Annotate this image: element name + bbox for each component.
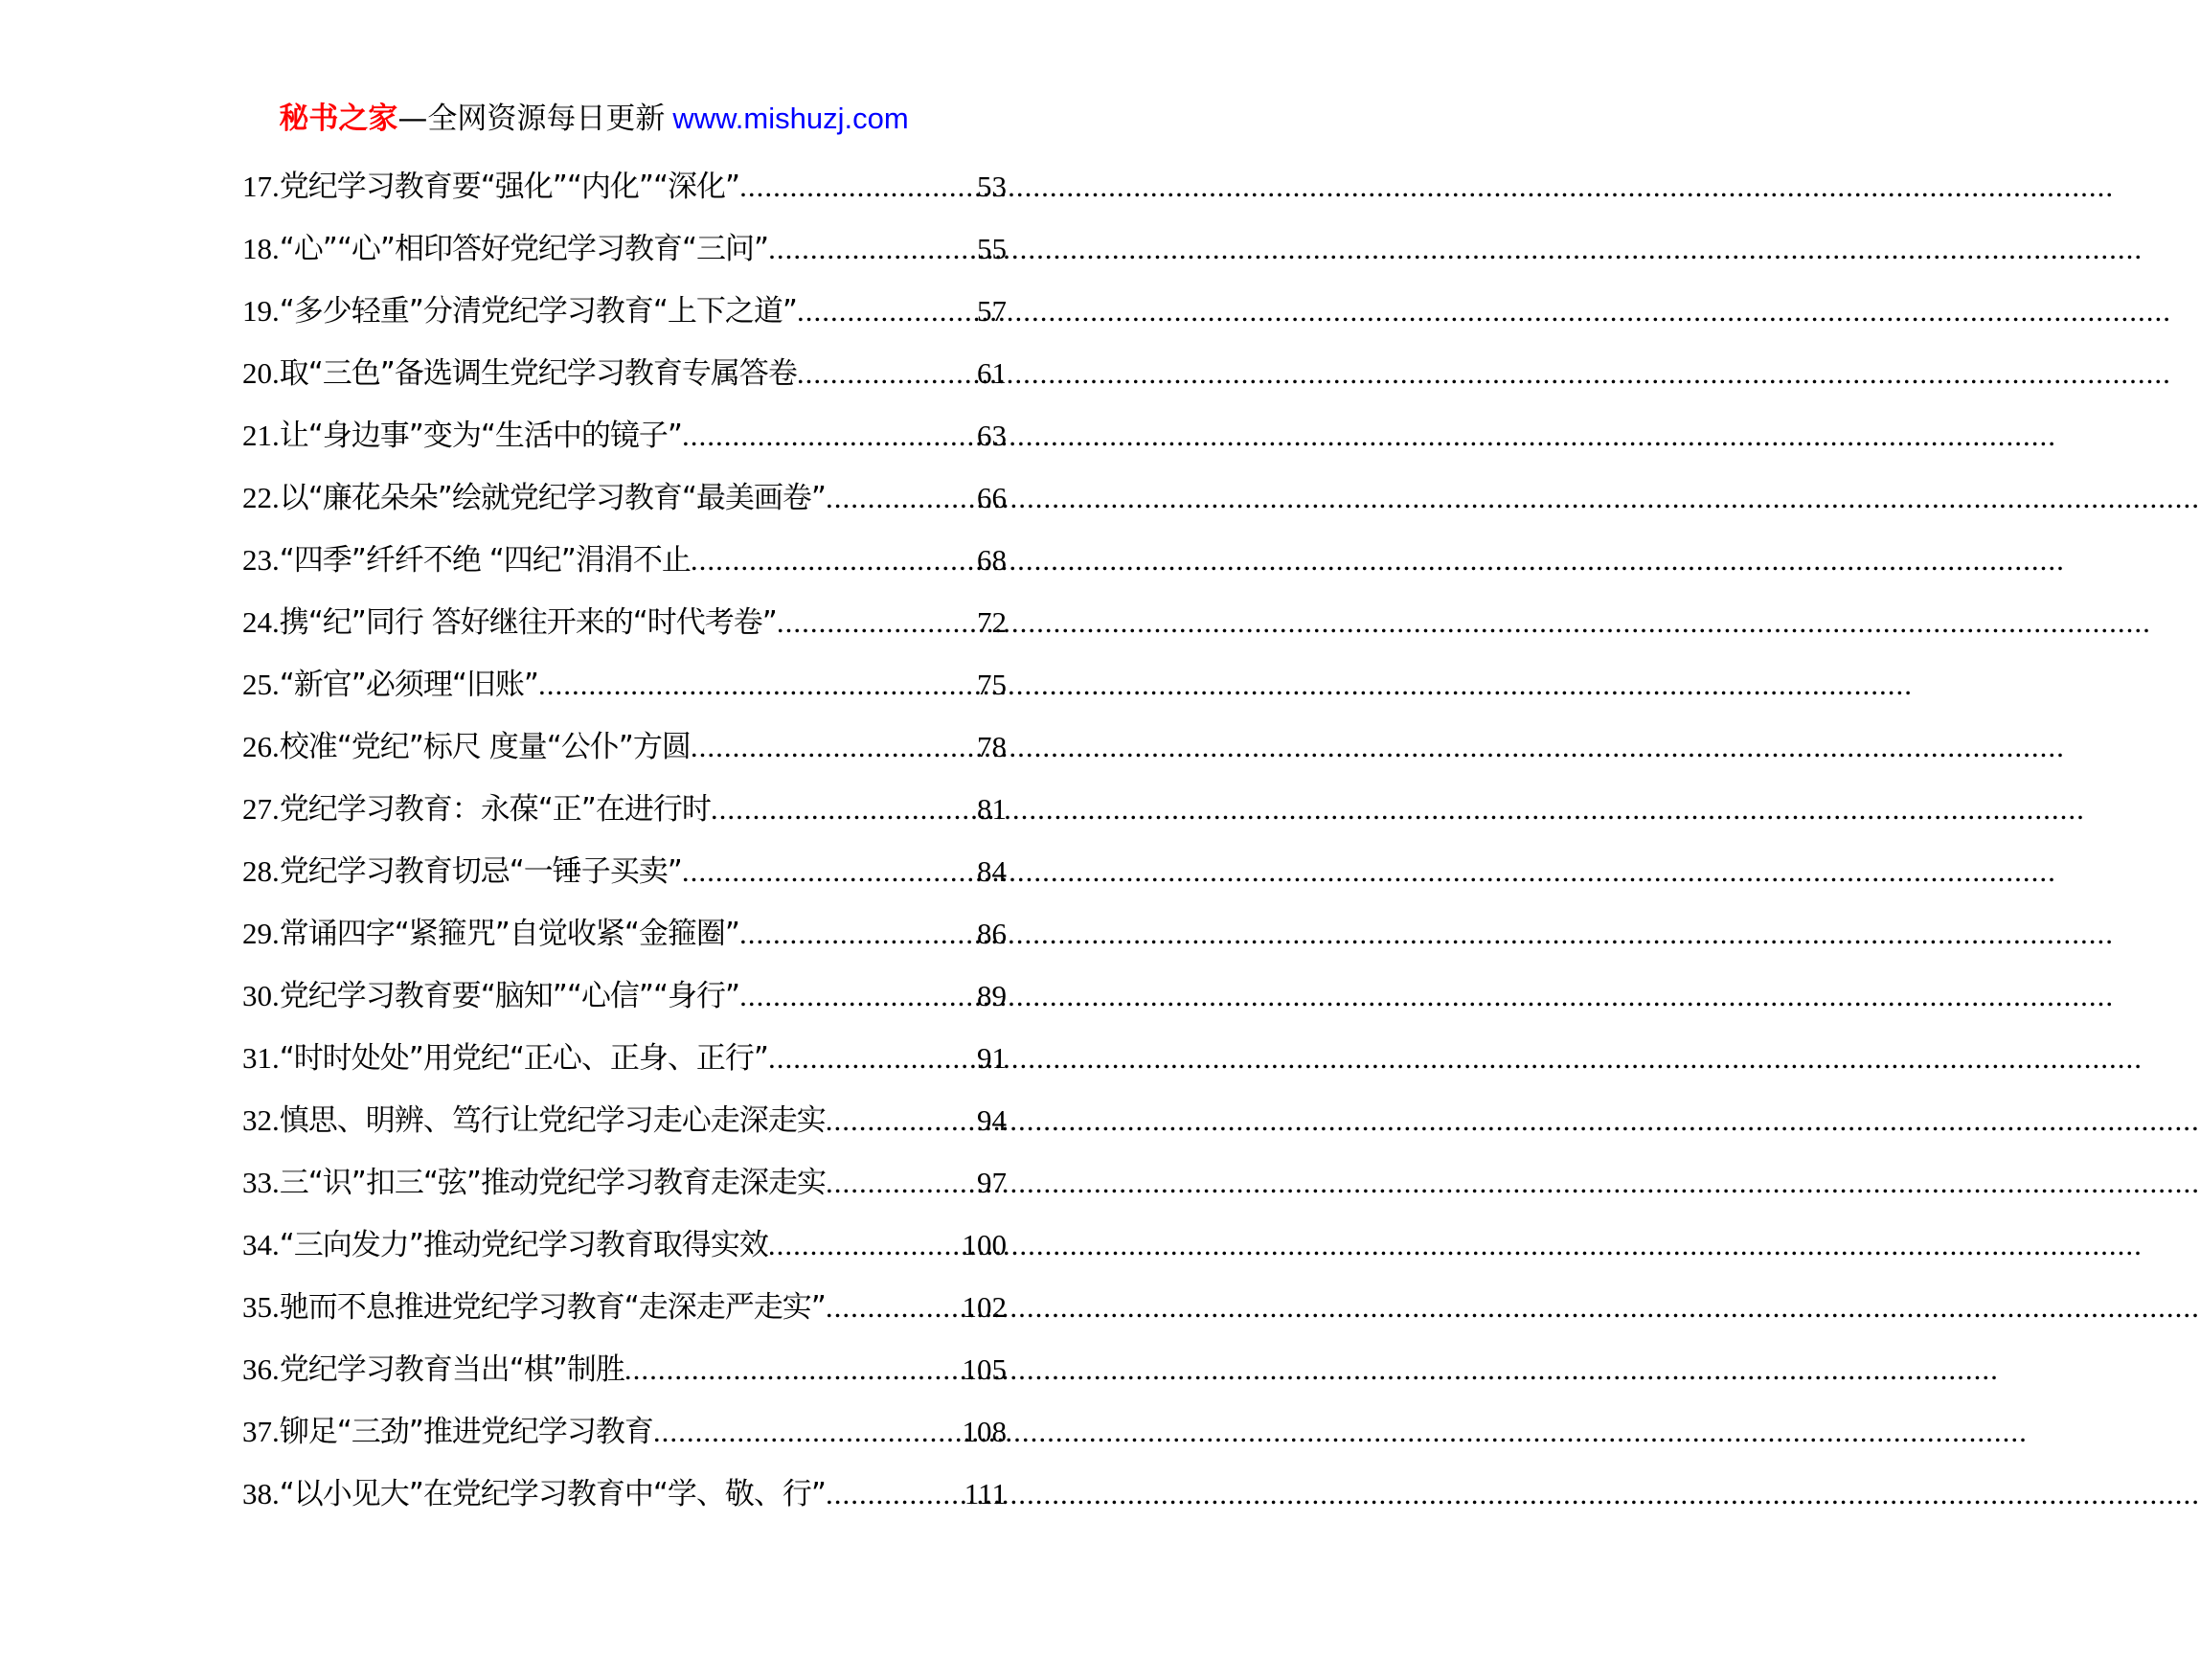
toc-entry-page-number: 84 bbox=[977, 854, 1007, 888]
toc-entry-title: “多少轻重”分清党纪学习教育“上下之道” bbox=[279, 294, 797, 329]
toc-entry-number: 30. bbox=[242, 979, 280, 1012]
toc-dot-leader bbox=[739, 965, 977, 1027]
toc-entry-number: 21. bbox=[242, 419, 280, 452]
toc-entry-page-number: 66 bbox=[977, 481, 1007, 514]
toc-entry-number: 36. bbox=[242, 1352, 280, 1386]
toc-entry[interactable] bbox=[242, 280, 1007, 342]
toc-entry-title: 党纪学习教育：永葆“正”在进行时 bbox=[279, 792, 711, 827]
toc-dot-leader bbox=[768, 1027, 977, 1089]
toc-entry-title: “三向发力”推动党纪学习教育取得实效 bbox=[279, 1228, 768, 1262]
toc-entry[interactable] bbox=[242, 217, 1007, 280]
toc-entry[interactable] bbox=[242, 591, 1007, 653]
toc-dot-leader bbox=[691, 529, 977, 591]
toc-entry-page-number: 108 bbox=[962, 1415, 1007, 1448]
toc-entry-title: 党纪学习教育要“强化”“内化”“深化” bbox=[279, 170, 740, 204]
toc-entry-number: 38. bbox=[242, 1477, 280, 1510]
toc-entry-number: 37. bbox=[242, 1415, 280, 1448]
toc-dot-leader bbox=[826, 1151, 977, 1214]
toc-entry-title: 以“廉花朵朵”绘就党纪学习教育“最美画卷” bbox=[279, 481, 826, 515]
toc-dot-leader bbox=[826, 1089, 977, 1151]
toc-entry-title: “新官”必须理“旧账” bbox=[279, 668, 538, 702]
toc-entry-page-number: 75 bbox=[977, 668, 1007, 701]
toc-entry-title: 慎思、明辨、笃行让党纪学习走心走深走实 bbox=[279, 1103, 826, 1138]
toc-entry-page-number: 55 bbox=[977, 232, 1007, 265]
toc-entry-title: “时时处处”用党纪“正心、正身、正行” bbox=[279, 1041, 768, 1076]
toc-entry-page-number: 89 bbox=[977, 979, 1007, 1012]
toc-entry-title: 党纪学习教育要“脑知”“心信”“身行” bbox=[279, 979, 740, 1013]
toc-entry-page-number: 57 bbox=[977, 294, 1007, 328]
toc-entry-page-number: 105 bbox=[962, 1352, 1007, 1386]
toc-entry-title: 取“三色”备选调生党纪学习教育专属答卷 bbox=[279, 356, 797, 391]
toc-entry-title: 党纪学习教育切忌“一锤子买卖” bbox=[279, 854, 682, 889]
toc-dot-leader bbox=[797, 280, 977, 342]
toc-entry[interactable] bbox=[242, 404, 1007, 466]
toc-entry[interactable] bbox=[242, 1027, 1007, 1089]
toc-entry-title: 常诵四字“紧箍咒”自觉收紧“金箍圈” bbox=[279, 917, 739, 951]
toc-entry-title: 党纪学习教育当出“棋”制胜 bbox=[279, 1352, 624, 1387]
toc-entry-page-number: 72 bbox=[977, 605, 1007, 639]
toc-entry-title: 校准“党纪”标尺 度量“公仆”方圆 bbox=[279, 730, 691, 764]
toc-entry-title: “心”“心”相印答好党纪学习教育“三问” bbox=[279, 232, 769, 266]
header-tagline: —全网资源每日更新 bbox=[397, 102, 666, 136]
toc-entry-number: 28. bbox=[242, 854, 280, 888]
toc-entry-page-number: 81 bbox=[977, 792, 1007, 826]
toc-entry-page-number: 78 bbox=[977, 730, 1007, 763]
toc-dot-leader bbox=[624, 1338, 963, 1400]
toc-dot-leader bbox=[682, 840, 977, 902]
toc-entry-number: 20. bbox=[242, 356, 280, 390]
table-of-contents bbox=[242, 155, 1007, 1525]
toc-entry[interactable] bbox=[242, 1214, 1007, 1276]
toc-entry-number: 34. bbox=[242, 1228, 280, 1261]
toc-entry[interactable] bbox=[242, 1338, 1007, 1400]
toc-entry-page-number: 111 bbox=[964, 1477, 1007, 1510]
toc-entry[interactable] bbox=[242, 653, 1007, 715]
toc-entry-page-number: 97 bbox=[977, 1166, 1007, 1199]
toc-dot-leader bbox=[777, 591, 977, 653]
toc-entry-page-number: 53 bbox=[977, 170, 1007, 203]
toc-entry-number: 27. bbox=[242, 792, 280, 826]
toc-entry[interactable] bbox=[242, 778, 1007, 840]
toc-dot-leader bbox=[691, 715, 977, 778]
toc-entry[interactable] bbox=[242, 155, 1007, 217]
toc-entry[interactable] bbox=[242, 840, 1007, 902]
toc-entry-title: “以小见大”在党纪学习教育中“学、敬、行” bbox=[279, 1477, 826, 1511]
toc-dot-leader bbox=[653, 1400, 963, 1463]
toc-dot-leader bbox=[768, 217, 977, 280]
toc-entry-number: 19. bbox=[242, 294, 280, 328]
toc-dot-leader bbox=[538, 653, 977, 715]
toc-entry-page-number: 61 bbox=[977, 356, 1007, 390]
toc-entry-number: 31. bbox=[242, 1041, 280, 1075]
toc-entry-page-number: 68 bbox=[977, 543, 1007, 577]
toc-entry[interactable] bbox=[242, 1463, 1007, 1525]
toc-entry-title: 三“识”扣三“弦”推动党纪学习教育走深走实 bbox=[279, 1166, 826, 1200]
toc-entry-number: 25. bbox=[242, 668, 280, 701]
toc-entry[interactable] bbox=[242, 902, 1007, 965]
toc-entry-page-number: 86 bbox=[977, 917, 1007, 950]
toc-entry-number: 33. bbox=[242, 1166, 280, 1199]
toc-dot-leader bbox=[682, 404, 977, 466]
toc-entry[interactable] bbox=[242, 1400, 1007, 1463]
toc-entry-number: 26. bbox=[242, 730, 280, 763]
toc-entry-page-number: 94 bbox=[977, 1103, 1007, 1137]
toc-entry[interactable] bbox=[242, 1276, 1007, 1338]
toc-entry-number: 29. bbox=[242, 917, 280, 950]
toc-entry-title: 铆足“三劲”推进党纪学习教育 bbox=[279, 1415, 653, 1449]
toc-dot-leader bbox=[739, 155, 977, 217]
toc-entry-page-number: 102 bbox=[962, 1290, 1007, 1324]
toc-entry[interactable] bbox=[242, 1151, 1007, 1214]
toc-dot-leader bbox=[826, 466, 977, 529]
toc-entry-page-number: 63 bbox=[977, 419, 1007, 452]
toc-entry[interactable] bbox=[242, 965, 1007, 1027]
toc-entry-title: 让“身边事”变为“生活中的镜子” bbox=[279, 419, 682, 453]
toc-dot-leader bbox=[826, 1463, 964, 1525]
toc-entry-number: 24. bbox=[242, 605, 280, 639]
toc-entry[interactable] bbox=[242, 1089, 1007, 1151]
brand-name: 秘书之家 bbox=[279, 102, 398, 136]
toc-entry-number: 32. bbox=[242, 1103, 280, 1137]
toc-entry-title: 驰而不息推进党纪学习教育“走深走严走实” bbox=[279, 1290, 826, 1325]
toc-dot-leader bbox=[711, 778, 977, 840]
toc-entry-number: 17. bbox=[242, 170, 280, 203]
toc-entry-page-number: 91 bbox=[977, 1041, 1007, 1075]
toc-dot-leader bbox=[826, 1276, 963, 1338]
toc-entry-number: 18. bbox=[242, 232, 280, 265]
toc-entry-title: “四季”纤纤不绝 “四纪”涓涓不止 bbox=[279, 543, 691, 578]
toc-entry-title: 携“纪”同行 答好继往开来的“时代考卷” bbox=[279, 605, 777, 640]
toc-dot-leader bbox=[797, 342, 977, 404]
toc-entry[interactable] bbox=[242, 466, 1007, 529]
toc-entry[interactable] bbox=[242, 715, 1007, 778]
page-header bbox=[0, 94, 1188, 144]
toc-dot-leader bbox=[768, 1214, 963, 1276]
toc-entry-page-number: 100 bbox=[962, 1228, 1007, 1261]
toc-entry[interactable] bbox=[242, 342, 1007, 404]
toc-entry-number: 22. bbox=[242, 481, 280, 514]
toc-entry-number: 23. bbox=[242, 543, 280, 577]
toc-dot-leader bbox=[739, 902, 977, 965]
toc-entry[interactable] bbox=[242, 529, 1007, 591]
header-url[interactable]: www.mishuzj.com bbox=[672, 102, 909, 135]
toc-entry-number: 35. bbox=[242, 1290, 280, 1324]
